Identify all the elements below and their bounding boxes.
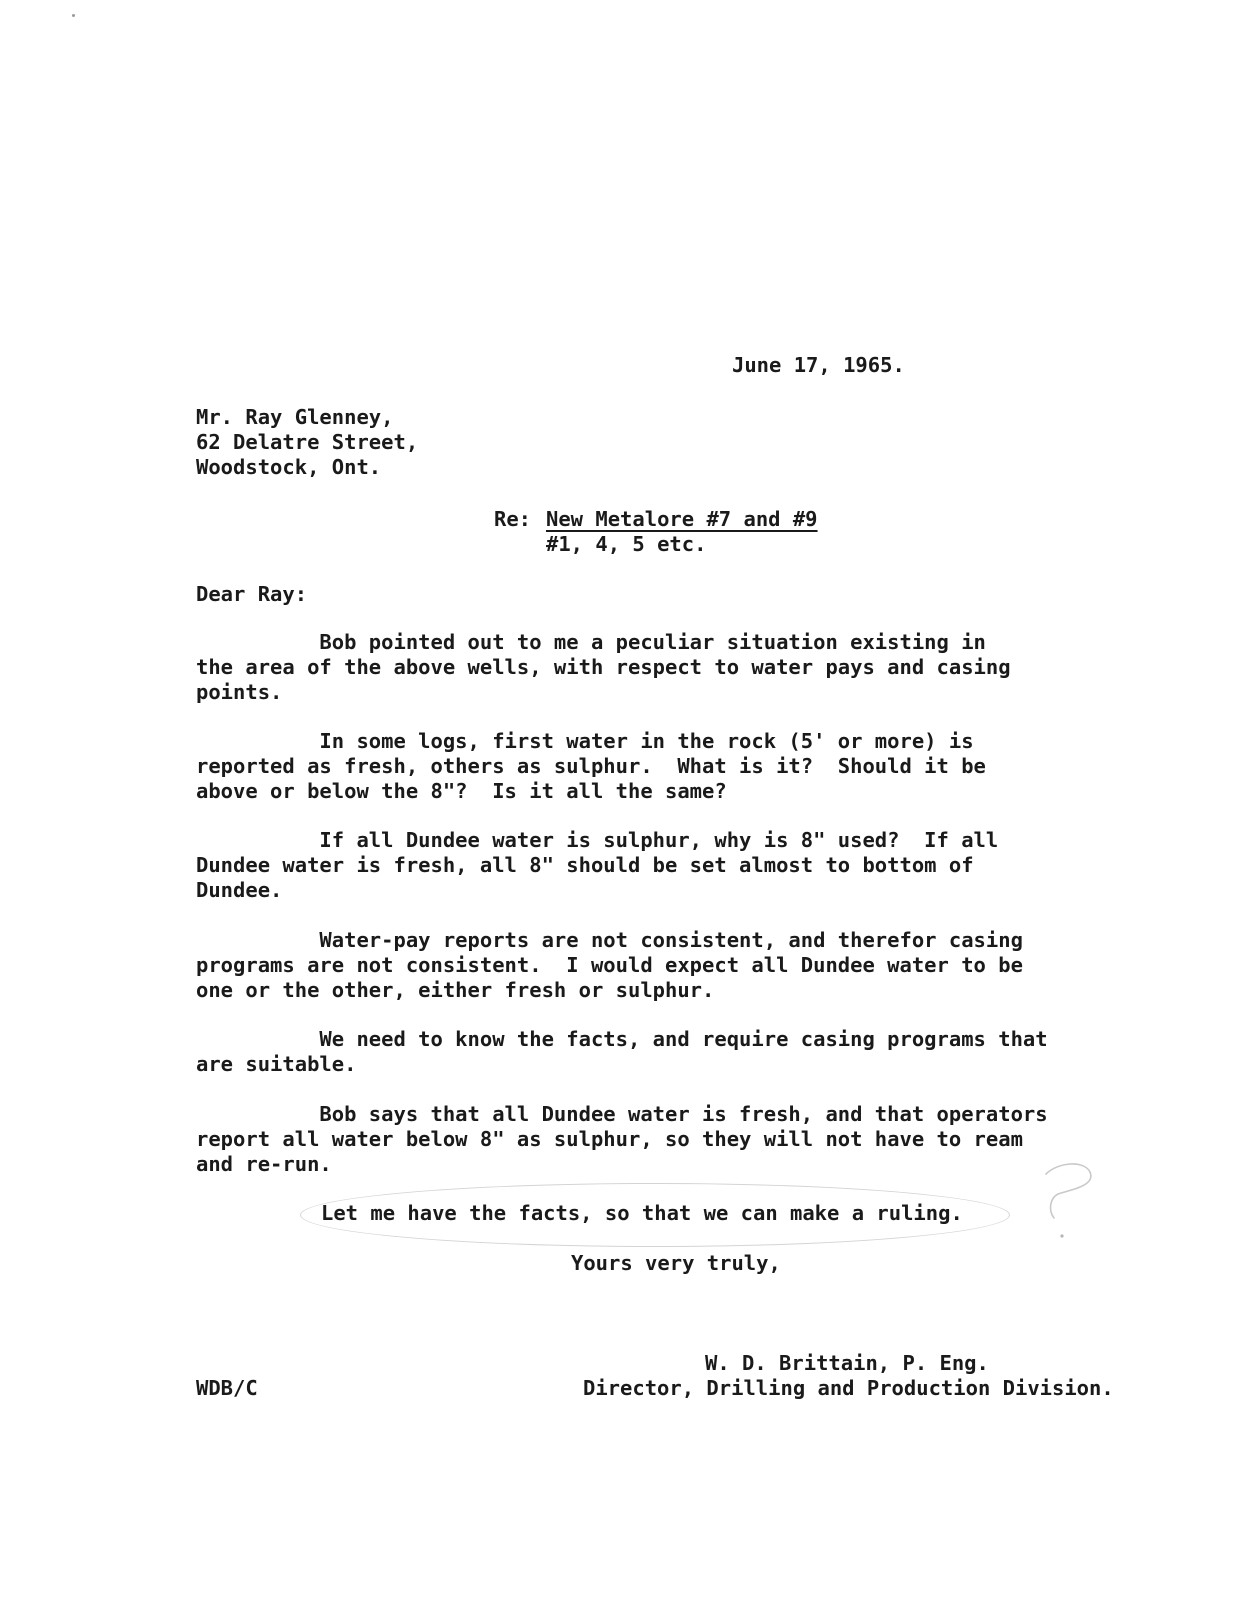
paragraph-7-circled: Let me have the facts, so that we can make a ruling.: [321, 1201, 963, 1225]
paragraph-line: programs are not consistent. I would expect all Dundee water to be: [196, 953, 1023, 977]
closing: Yours very truly,: [571, 1251, 781, 1275]
scan-speck: [72, 14, 75, 17]
paragraph-line: points.: [196, 680, 283, 704]
paragraph-line: Bob pointed out to me a peculiar situation existing in: [196, 630, 986, 654]
paragraph-line: and re-run.: [196, 1152, 332, 1176]
paragraph-line: If all Dundee water is sulphur, why is 8" used? If all: [196, 828, 999, 852]
reference-initials: WDB/C: [196, 1376, 258, 1400]
paragraph-line: the area of the above wells, with respect to water pays and casing: [196, 655, 1011, 679]
paragraph-1: [196, 630, 1011, 705]
paragraph-4: [196, 928, 1023, 1003]
recipient-city: Woodstock, Ont.: [196, 455, 382, 479]
paragraph-line: Dundee.: [196, 878, 283, 902]
paragraph-line: above or below the 8"? Is it all the same?: [196, 779, 727, 803]
paragraph-line: Water-pay reports are not consistent, and therefor casing: [196, 928, 1023, 952]
paragraph-line: Dundee water is fresh, all 8" should be set almost to bottom of: [196, 853, 974, 877]
paragraph-line: report all water below 8" as sulphur, so they will not have to ream: [196, 1127, 1023, 1151]
signatory-title: Director, Drilling and Production Division.: [583, 1376, 1114, 1400]
paragraph-2: [196, 729, 986, 804]
re-subject-line2: #1, 4, 5 etc.: [546, 532, 707, 556]
paragraph-line: We need to know the facts, and require casing programs that: [196, 1027, 1048, 1051]
paragraph-6: [196, 1102, 1048, 1177]
paragraph-line: Bob says that all Dundee water is fresh, and that operators: [196, 1102, 1048, 1126]
re-label: Re:: [494, 507, 532, 531]
salutation: Dear Ray:: [196, 582, 308, 606]
handwritten-question-mark-icon: [1040, 1160, 1100, 1240]
paragraph-line: reported as fresh, others as sulphur. What is it? Should it be: [196, 754, 986, 778]
recipient-address: [196, 405, 418, 480]
paragraph-line: In some logs, first water in the rock (5' or more) is: [196, 729, 974, 753]
paragraph-line: are suitable.: [196, 1052, 357, 1076]
paragraph-5: [196, 1027, 1048, 1077]
signatory-name: W. D. Brittain, P. Eng.: [705, 1351, 989, 1375]
paragraph-line: one or the other, either fresh or sulphur.: [196, 978, 715, 1002]
letter-date: June 17, 1965.: [732, 353, 905, 377]
recipient-street: 62 Delatre Street,: [196, 430, 419, 454]
re-subject-line1: New Metalore #7 and #9: [546, 507, 818, 531]
paragraph-3: [196, 828, 998, 903]
recipient-name: Mr. Ray Glenney,: [196, 405, 394, 429]
